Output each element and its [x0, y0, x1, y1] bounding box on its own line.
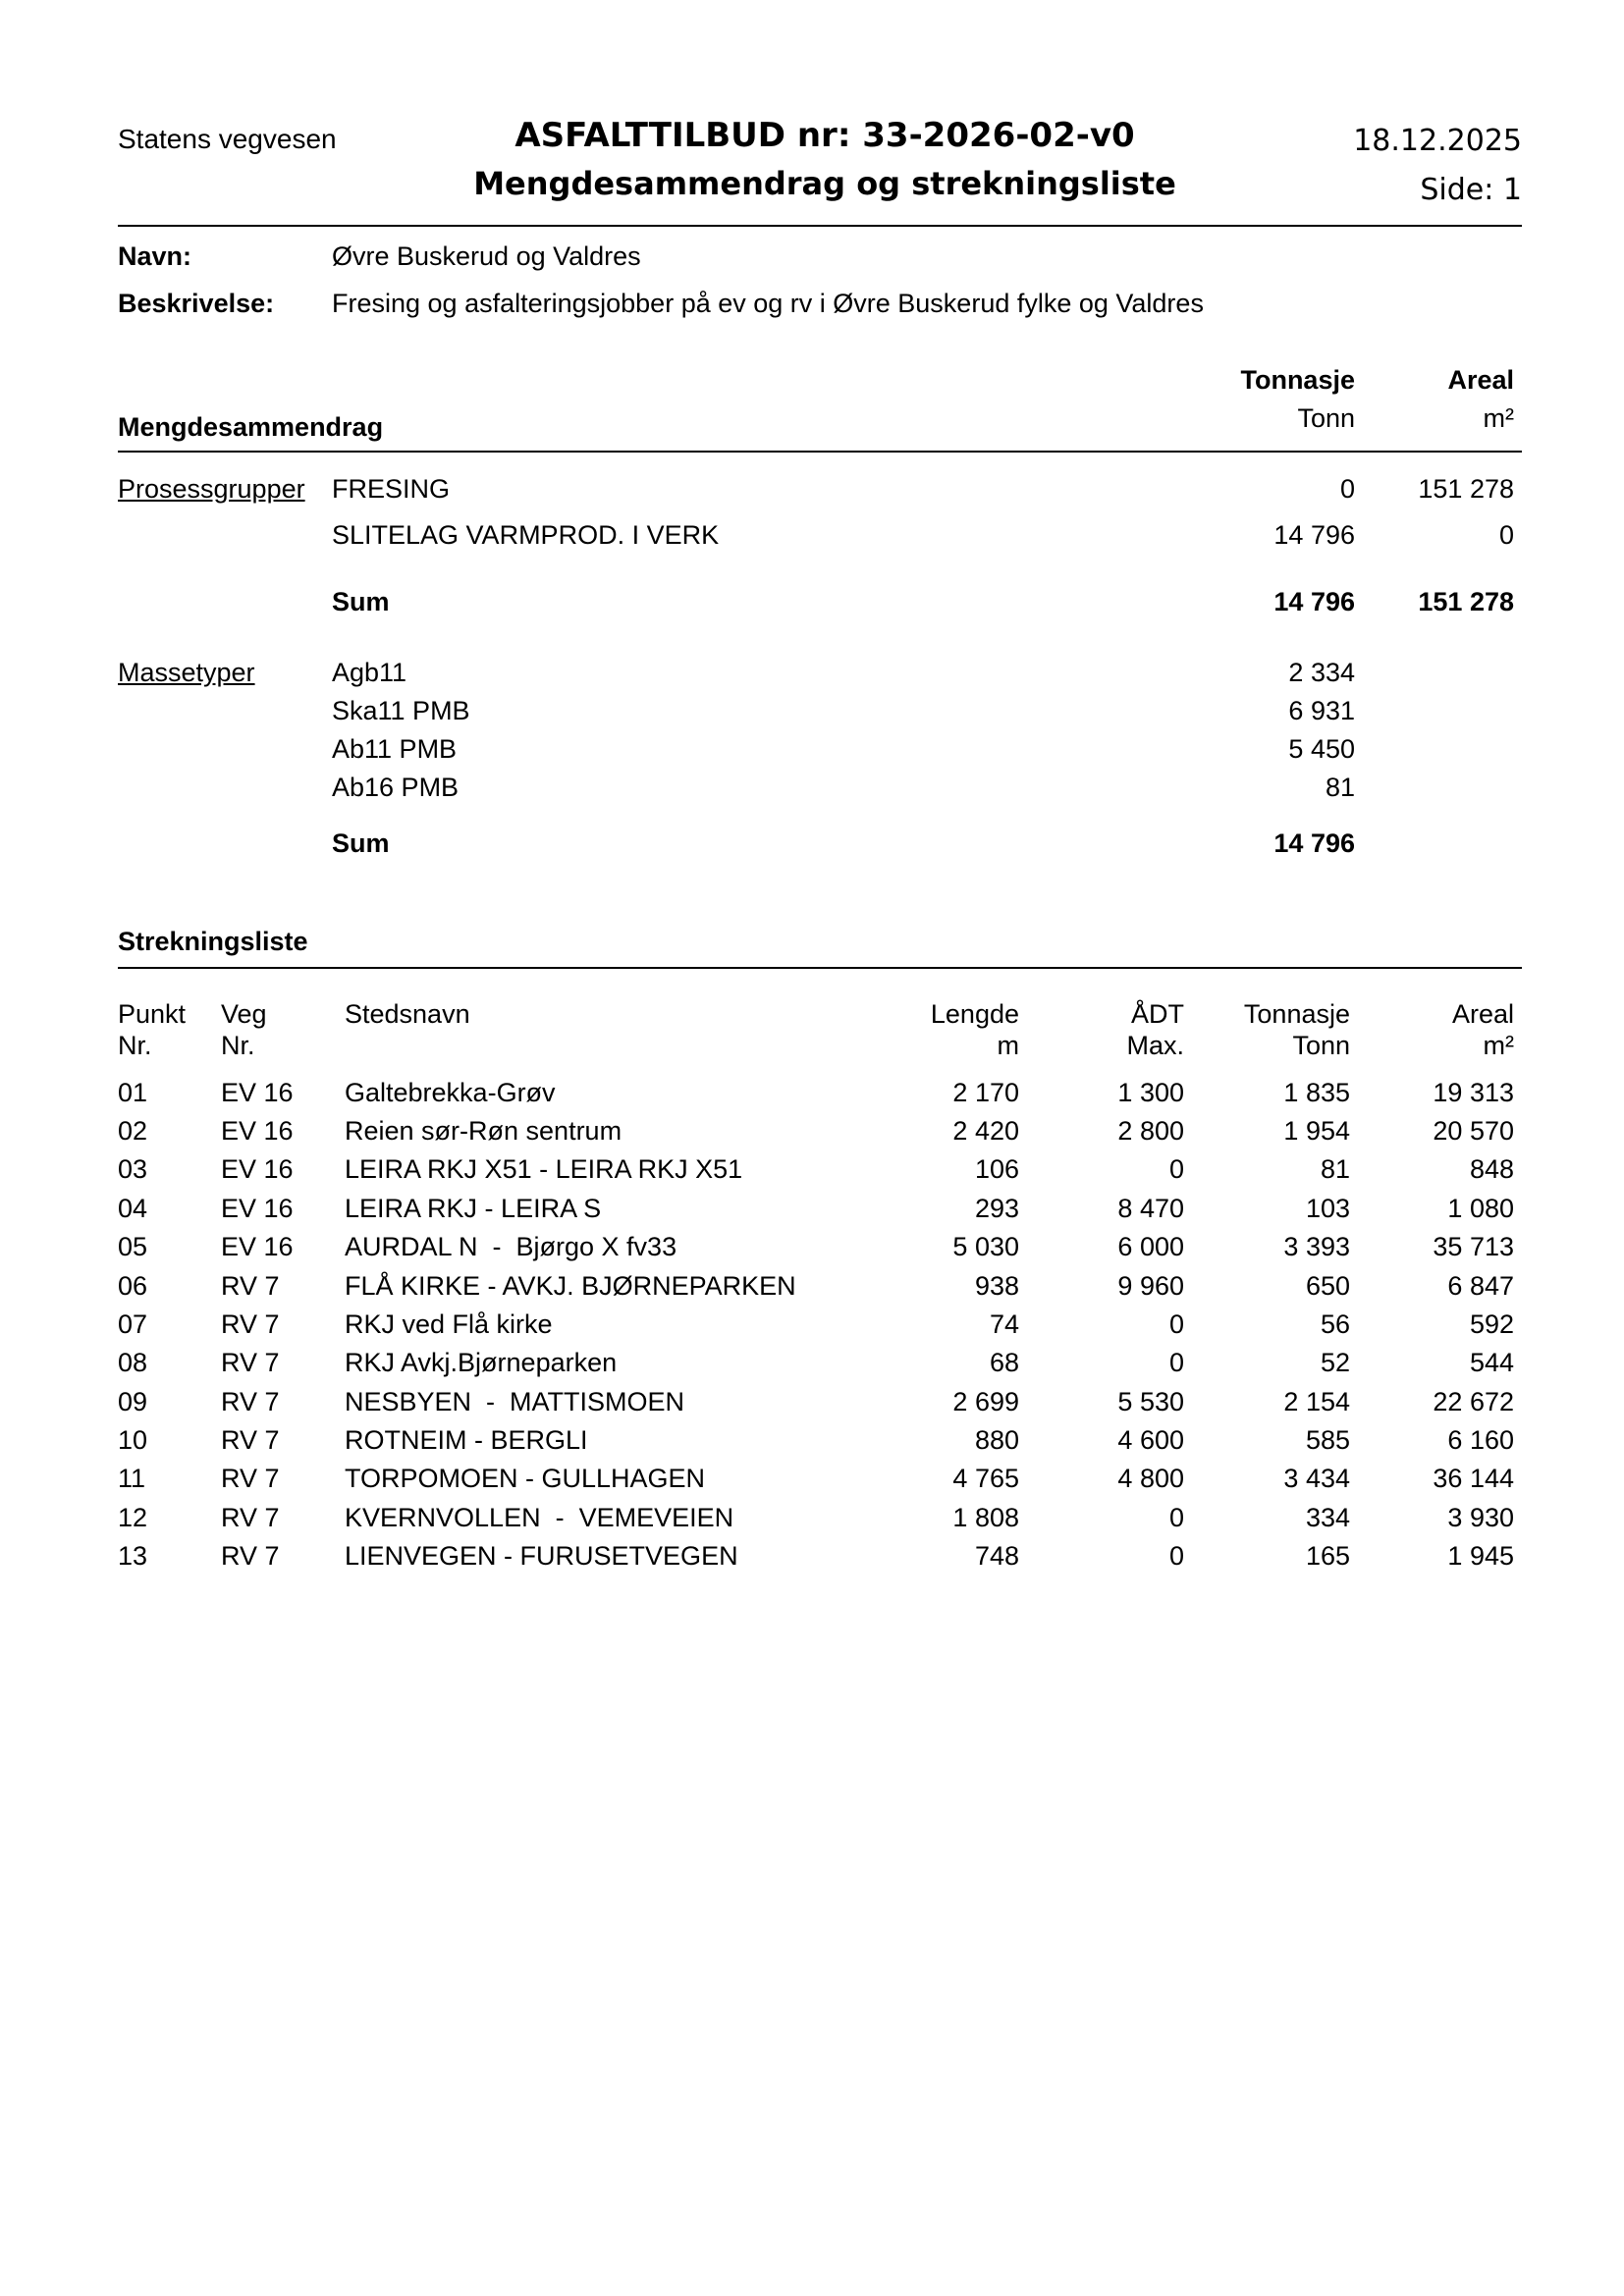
- cell-punkt: 13: [118, 1541, 148, 1571]
- prosess-sum-label: Sum: [332, 587, 390, 616]
- cell-stedsnavn: AURDAL N - Bjørgo X fv33: [345, 1232, 677, 1261]
- col-header-veg-nr: Nr.: [221, 1031, 255, 1060]
- cell-tonnasje: 585: [1305, 1425, 1350, 1455]
- cell-adt: 9 960: [1117, 1271, 1184, 1301]
- cell-lengde: 2 170: [952, 1078, 1019, 1107]
- cell-lengde: 293: [974, 1194, 1019, 1223]
- cell-adt: 4 600: [1117, 1425, 1184, 1455]
- cell-adt: 1 300: [1117, 1078, 1184, 1107]
- cell-adt: 5 530: [1117, 1387, 1184, 1416]
- prosessgrupper-label: Prosessgrupper: [118, 474, 305, 504]
- cell-tonnasje: 1 954: [1283, 1116, 1350, 1146]
- cell-adt: 0: [1168, 1309, 1184, 1339]
- cell-stedsnavn: RKJ ved Flå kirke: [345, 1309, 553, 1339]
- cell-tonnasje: 165: [1305, 1541, 1350, 1571]
- cell-punkt: 01: [118, 1078, 148, 1107]
- cell-lengde: 68: [989, 1348, 1019, 1377]
- name-value: Øvre Buskerud og Valdres: [332, 241, 641, 271]
- cell-punkt: 03: [118, 1154, 148, 1184]
- prosess-row-ton: 0: [1339, 474, 1355, 504]
- cell-stedsnavn: Reien sør-Røn sentrum: [345, 1116, 623, 1146]
- cell-areal: 1 080: [1447, 1194, 1514, 1223]
- cell-veg: RV 7: [221, 1541, 280, 1571]
- col-header-stedsnavn: Stedsnavn: [345, 999, 470, 1029]
- name-label: Navn:: [118, 241, 192, 271]
- cell-tonnasje: 650: [1305, 1271, 1350, 1301]
- masse-row-ton: 5 450: [1288, 734, 1355, 764]
- cell-veg: RV 7: [221, 1503, 280, 1532]
- masse-row-name: Agb11: [332, 658, 407, 687]
- cell-areal: 19 313: [1433, 1078, 1514, 1107]
- cell-stedsnavn: LIENVEGEN - FURUSETVEGEN: [345, 1541, 738, 1571]
- strekningsliste-heading: Strekningsliste: [118, 927, 308, 956]
- cell-adt: 0: [1168, 1541, 1184, 1571]
- cell-lengde: 106: [974, 1154, 1019, 1184]
- cell-punkt: 05: [118, 1232, 148, 1261]
- cell-punkt: 02: [118, 1116, 148, 1146]
- cell-tonnasje: 52: [1320, 1348, 1350, 1377]
- cell-lengde: 5 030: [952, 1232, 1019, 1261]
- cell-veg: RV 7: [221, 1387, 280, 1416]
- cell-punkt: 04: [118, 1194, 148, 1223]
- cell-adt: 0: [1168, 1348, 1184, 1377]
- cell-punkt: 06: [118, 1271, 148, 1301]
- page-number: Side: 1: [1420, 173, 1522, 207]
- cell-adt: 2 800: [1117, 1116, 1184, 1146]
- summary-col-areal-unit: m²: [1483, 403, 1514, 433]
- col-header-tonnasje-unit: Tonn: [1292, 1031, 1350, 1060]
- cell-areal: 1 945: [1447, 1541, 1514, 1571]
- header-divider: [118, 225, 1522, 227]
- col-header-adt-max: Max.: [1126, 1031, 1184, 1060]
- masse-sum-ton: 14 796: [1273, 828, 1355, 858]
- cell-tonnasje: 3 393: [1283, 1232, 1350, 1261]
- prosess-row-areal: 151 278: [1418, 474, 1514, 504]
- cell-veg: EV 16: [221, 1232, 294, 1261]
- cell-areal: 544: [1469, 1348, 1514, 1377]
- masse-sum-label: Sum: [332, 828, 390, 858]
- masse-row-ton: 2 334: [1288, 658, 1355, 687]
- cell-punkt: 10: [118, 1425, 148, 1455]
- cell-areal: 20 570: [1433, 1116, 1514, 1146]
- cell-punkt: 12: [118, 1503, 148, 1532]
- cell-punkt: 07: [118, 1309, 148, 1339]
- cell-tonnasje: 81: [1320, 1154, 1350, 1184]
- cell-veg: RV 7: [221, 1464, 280, 1493]
- col-header-areal-unit: m²: [1483, 1031, 1514, 1060]
- prosess-row-areal: 0: [1498, 520, 1514, 550]
- cell-tonnasje: 56: [1320, 1309, 1350, 1339]
- summary-col-tonnasje-unit: Tonn: [1297, 403, 1355, 433]
- cell-adt: 0: [1168, 1154, 1184, 1184]
- cell-lengde: 1 808: [952, 1503, 1019, 1532]
- cell-veg: RV 7: [221, 1271, 280, 1301]
- cell-adt: 6 000: [1117, 1232, 1184, 1261]
- cell-stedsnavn: LEIRA RKJ X51 - LEIRA RKJ X51: [345, 1154, 743, 1184]
- cell-areal: 35 713: [1433, 1232, 1514, 1261]
- masse-row-name: Ab11 PMB: [332, 734, 458, 764]
- cell-adt: 4 800: [1117, 1464, 1184, 1493]
- cell-lengde: 74: [989, 1309, 1019, 1339]
- summary-col-areal: Areal: [1447, 365, 1514, 395]
- cell-stedsnavn: RKJ Avkj.Bjørneparken: [345, 1348, 618, 1377]
- col-header-veg: Veg: [221, 999, 267, 1029]
- summary-heading: Mengdesammendrag: [118, 412, 384, 442]
- cell-stedsnavn: KVERNVOLLEN - VEMEVEIEN: [345, 1503, 734, 1532]
- masse-row-name: Ska11 PMB: [332, 696, 470, 725]
- cell-tonnasje: 334: [1305, 1503, 1350, 1532]
- cell-punkt: 08: [118, 1348, 148, 1377]
- prosess-row-name: FRESING: [332, 474, 451, 504]
- masse-row-ton: 81: [1325, 773, 1355, 802]
- cell-veg: EV 16: [221, 1194, 294, 1223]
- cell-lengde: 2 699: [952, 1387, 1019, 1416]
- prosess-sum-ton: 14 796: [1273, 587, 1355, 616]
- cell-lengde: 2 420: [952, 1116, 1019, 1146]
- cell-veg: RV 7: [221, 1309, 280, 1339]
- cell-lengde: 938: [974, 1271, 1019, 1301]
- prosess-row-ton: 14 796: [1273, 520, 1355, 550]
- document-subtitle: Mengdesammendrag og strekningsliste: [473, 165, 1176, 202]
- cell-veg: RV 7: [221, 1425, 280, 1455]
- cell-tonnasje: 2 154: [1283, 1387, 1350, 1416]
- cell-tonnasje: 103: [1305, 1194, 1350, 1223]
- col-header-punkt-nr: Nr.: [118, 1031, 152, 1060]
- strekningsliste-divider: [118, 967, 1522, 969]
- cell-areal: 6 847: [1447, 1271, 1514, 1301]
- cell-stedsnavn: FLÅ KIRKE - AVKJ. BJØRNEPARKEN: [345, 1271, 796, 1301]
- col-header-punkt: Punkt: [118, 999, 187, 1029]
- cell-lengde: 4 765: [952, 1464, 1019, 1493]
- cell-adt: 8 470: [1117, 1194, 1184, 1223]
- summary-divider: [118, 451, 1522, 453]
- cell-veg: RV 7: [221, 1348, 280, 1377]
- organization-name: Statens vegvesen: [118, 124, 337, 154]
- cell-punkt: 09: [118, 1387, 148, 1416]
- cell-areal: 848: [1469, 1154, 1514, 1184]
- cell-areal: 3 930: [1447, 1503, 1514, 1532]
- prosess-row-name: SLITELAG VARMPROD. I VERK: [332, 520, 720, 550]
- cell-tonnasje: 3 434: [1283, 1464, 1350, 1493]
- cell-stedsnavn: LEIRA RKJ - LEIRA S: [345, 1194, 602, 1223]
- col-header-areal: Areal: [1451, 999, 1514, 1029]
- cell-areal: 592: [1469, 1309, 1514, 1339]
- col-header-lengde-unit: m: [997, 1031, 1019, 1060]
- prosess-sum-areal: 151 278: [1418, 587, 1514, 616]
- cell-adt: 0: [1168, 1503, 1184, 1532]
- cell-stedsnavn: ROTNEIM - BERGLI: [345, 1425, 588, 1455]
- document-title: ASFALTTILBUD nr: 33-2026-02-v0: [514, 116, 1135, 155]
- summary-col-tonnasje: Tonnasje: [1240, 365, 1355, 395]
- cell-areal: 22 672: [1433, 1387, 1514, 1416]
- masse-row-name: Ab16 PMB: [332, 773, 460, 802]
- col-header-lengde: Lengde: [930, 999, 1019, 1029]
- cell-stedsnavn: Galtebrekka-Grøv: [345, 1078, 556, 1107]
- col-header-tonnasje: Tonnasje: [1243, 999, 1350, 1029]
- description-label: Beskrivelse:: [118, 289, 275, 318]
- cell-lengde: 880: [974, 1425, 1019, 1455]
- cell-tonnasje: 1 835: [1283, 1078, 1350, 1107]
- cell-areal: 6 160: [1447, 1425, 1514, 1455]
- cell-veg: EV 16: [221, 1116, 294, 1146]
- col-header-adt: ÅDT: [1131, 999, 1184, 1029]
- cell-stedsnavn: TORPOMOEN - GULLHAGEN: [345, 1464, 706, 1493]
- cell-stedsnavn: NESBYEN - MATTISMOEN: [345, 1387, 685, 1416]
- description-value: Fresing og asfalteringsjobber på ev og rv i Øvre Buskerud fylke og Valdres: [332, 289, 1204, 318]
- massetyper-label: Massetyper: [118, 658, 255, 687]
- cell-lengde: 748: [974, 1541, 1019, 1571]
- cell-punkt: 11: [118, 1464, 146, 1493]
- masse-row-ton: 6 931: [1288, 696, 1355, 725]
- cell-veg: EV 16: [221, 1154, 294, 1184]
- document-date: 18.12.2025: [1353, 124, 1522, 158]
- cell-veg: EV 16: [221, 1078, 294, 1107]
- cell-areal: 36 144: [1433, 1464, 1514, 1493]
